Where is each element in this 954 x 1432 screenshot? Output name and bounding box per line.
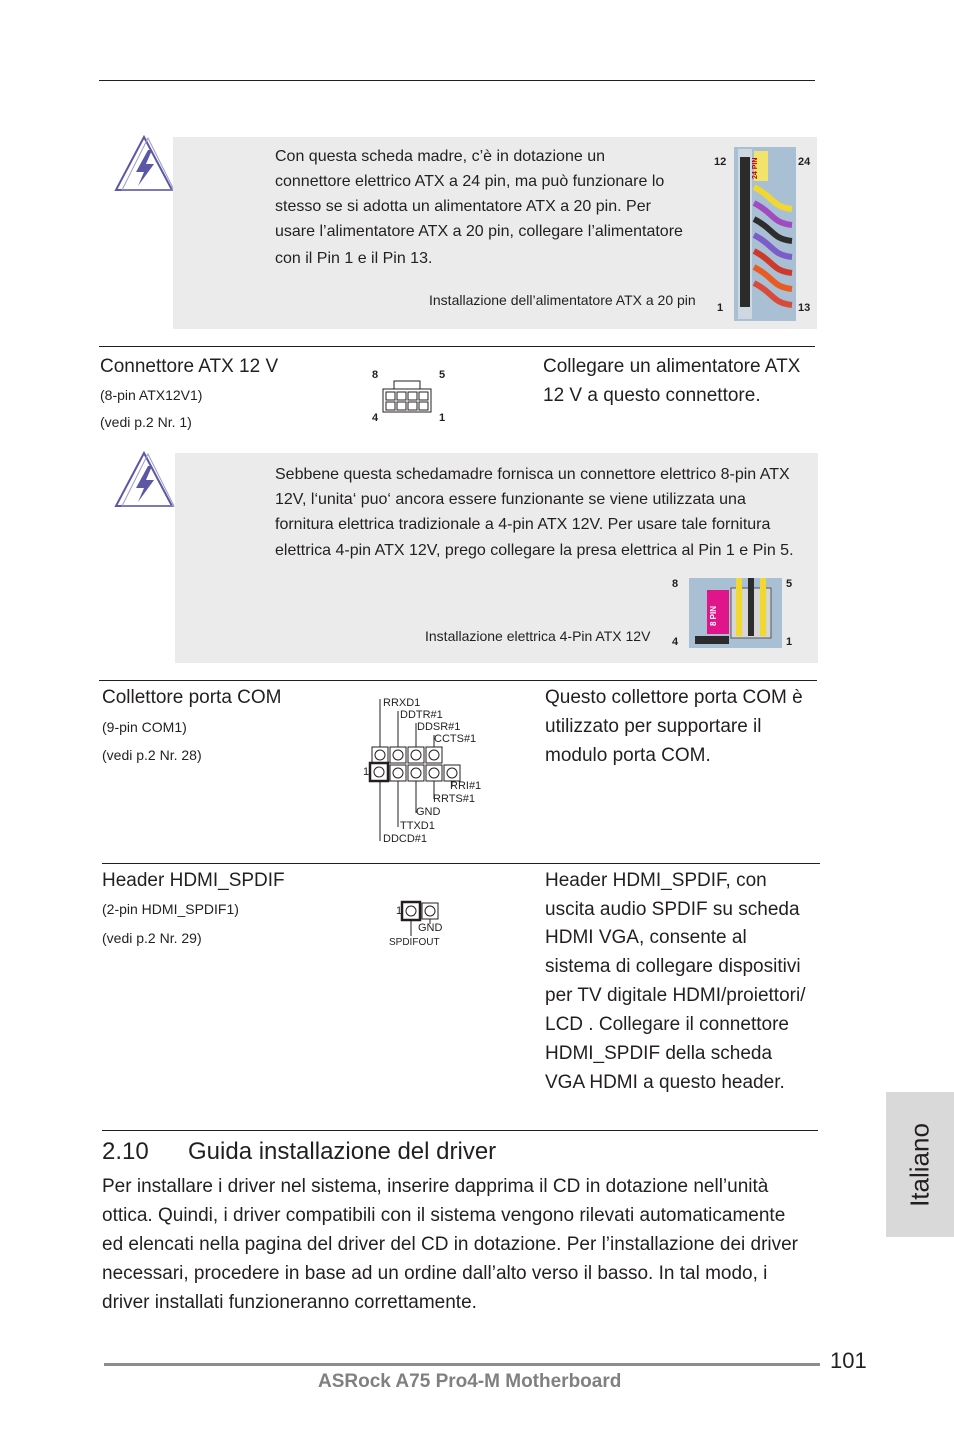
notice-caption: Installazione elettrica 4-Pin ATX 12V: [425, 628, 651, 644]
language-tab-label: Italiano: [904, 1122, 935, 1207]
notice-caption: Installazione dell’alimentatore ATX a 20 pin: [429, 292, 696, 308]
pin-number: 1: [786, 636, 793, 648]
paragraph-line: ed elencati nella pagina del driver del CD in dotazione. Per l’installazione dei driver: [102, 1234, 799, 1255]
pin-number: 8: [672, 578, 679, 590]
atx-8pin-photo: [689, 578, 782, 648]
pin-number: 8: [372, 369, 379, 381]
section-description: uscita audio SPDIF su scheda: [545, 899, 800, 920]
pin-one-label: 1: [396, 905, 403, 917]
section-pin-info: (8-pin ATX12V1): [100, 387, 203, 403]
language-tab: [886, 1092, 954, 1237]
connector-label: 8 PIN: [709, 605, 718, 626]
notice-line: fornitura elettrica tradizionale a 4-pin ATX 12V. Per usare tale fornitura: [275, 516, 771, 533]
pin-label: GND: [418, 922, 443, 934]
pin-label: RRXD1: [383, 697, 421, 709]
pin-number: 13: [798, 302, 811, 314]
paragraph-line: Per installare i driver nel sistema, inserire dapprima il CD in dotazione nell’unità: [102, 1176, 769, 1197]
section-rule: [102, 863, 820, 864]
pin-number: 1: [717, 302, 724, 314]
section-description: 12 V a questo connettore.: [543, 385, 761, 406]
section-description: Questo collettore porta COM è: [545, 687, 803, 708]
section-rule: [99, 346, 815, 347]
pin-one-label: 1: [363, 766, 370, 778]
section-title: Collettore porta COM: [102, 687, 282, 708]
section-description: Header HDMI_SPDIF, con: [545, 870, 767, 891]
pin-number: 12: [714, 156, 727, 168]
pin-label: SPDIFOUT: [389, 937, 440, 948]
notice-line: connettore elettrico ATX a 24 pin, ma può funzionare lo: [275, 173, 665, 190]
pin-label: DDTR#1: [400, 709, 443, 721]
hdmi-spdif-header-diagram: [400, 900, 444, 940]
notice-line: con il Pin 1 e il Pin 13.: [275, 250, 433, 267]
pin-number: 5: [439, 369, 446, 381]
pin-label: DDSR#1: [417, 721, 461, 733]
section-description: HDMI VGA, consente al: [545, 927, 747, 948]
section-description: HDMI_SPDIF della scheda: [545, 1043, 773, 1064]
paragraph-line: ottica. Quindi, i driver compatibili con il sistema vengono rilevati automaticamente: [102, 1205, 786, 1226]
section-rule: [102, 1130, 818, 1131]
pin-number: 5: [786, 578, 793, 590]
section-pin-info: (9-pin COM1): [102, 719, 187, 735]
section-description: LCD . Collegare il connettore: [545, 1014, 789, 1035]
pin-label: RRTS#1: [433, 793, 475, 805]
page-number: 101: [830, 1348, 867, 1373]
atx12v-connector-diagram: [381, 380, 433, 414]
section-page-ref: (vedi p.2 Nr. 1): [100, 414, 192, 430]
footer-product: ASRock A75 Pro4-M Motherboard: [318, 1371, 622, 1392]
section-description: Collegare un alimentatore ATX: [543, 356, 801, 377]
notice-line: elettrica 4-pin ATX 12V, prego collegare la presa elettrica al Pin 1 e Pin 5.: [275, 542, 794, 559]
pin-label: RRI#1: [450, 780, 482, 792]
pin-label: GND: [416, 806, 441, 818]
atx-24pin-photo: [734, 147, 796, 321]
connector-label: 24 PIN: [752, 157, 759, 179]
notice-line: Con questa scheda madre, c’è in dotazione un: [275, 148, 605, 165]
section-heading-number: 2.10: [102, 1138, 149, 1165]
pin-number: 4: [672, 636, 679, 648]
paragraph-line: necessari, procedere in base ad un ordine dall’alto verso il basso. In tal modo, i: [102, 1263, 768, 1284]
section-page-ref: (vedi p.2 Nr. 28): [102, 747, 202, 763]
pin-number: 4: [372, 412, 379, 424]
section-description: VGA HDMI a questo header.: [545, 1072, 785, 1093]
pin-number: 24: [798, 156, 811, 168]
footer-rule: [104, 1363, 820, 1366]
warning-icon: [112, 450, 176, 510]
section-heading-title: Guida installazione del driver: [188, 1138, 497, 1165]
section-description: utilizzato per supportare il: [545, 716, 762, 737]
section-description: per TV digitale HDMI/proiettori/: [545, 985, 806, 1006]
pin-label: CCTS#1: [434, 733, 477, 745]
pin-number: 1: [439, 412, 446, 424]
paragraph-line: driver installati funzioneranno correttamente.: [102, 1292, 477, 1313]
pin-label: DDCD#1: [383, 833, 428, 845]
top-rule: [99, 80, 815, 81]
section-description: sistema di collegare dispositivi: [545, 956, 801, 977]
section-rule: [99, 680, 817, 681]
pin-label: TTXD1: [400, 820, 435, 832]
section-page-ref: (vedi p.2 Nr. 29): [102, 930, 202, 946]
section-title: Header HDMI_SPDIF: [102, 870, 285, 891]
section-description: modulo porta COM.: [545, 745, 711, 766]
section-title: Connettore ATX 12 V: [100, 356, 279, 377]
notice-line: usare l’alimentatore ATX a 20 pin, collegare l’alimentatore: [275, 223, 683, 240]
section-pin-info: (2-pin HDMI_SPDIF1): [102, 901, 239, 917]
warning-icon: [112, 134, 176, 194]
notice-line: stesso se si adotta un alimentatore ATX a 20 pin. Per: [275, 198, 651, 215]
notice-line: Sebbene questa schedamadre fornisca un connettore elettrico 8-pin ATX: [275, 466, 790, 483]
notice-line: 12V, l‘unita‘ puo‘ ancora essere funzionante se viene utilizzata una: [275, 491, 746, 508]
